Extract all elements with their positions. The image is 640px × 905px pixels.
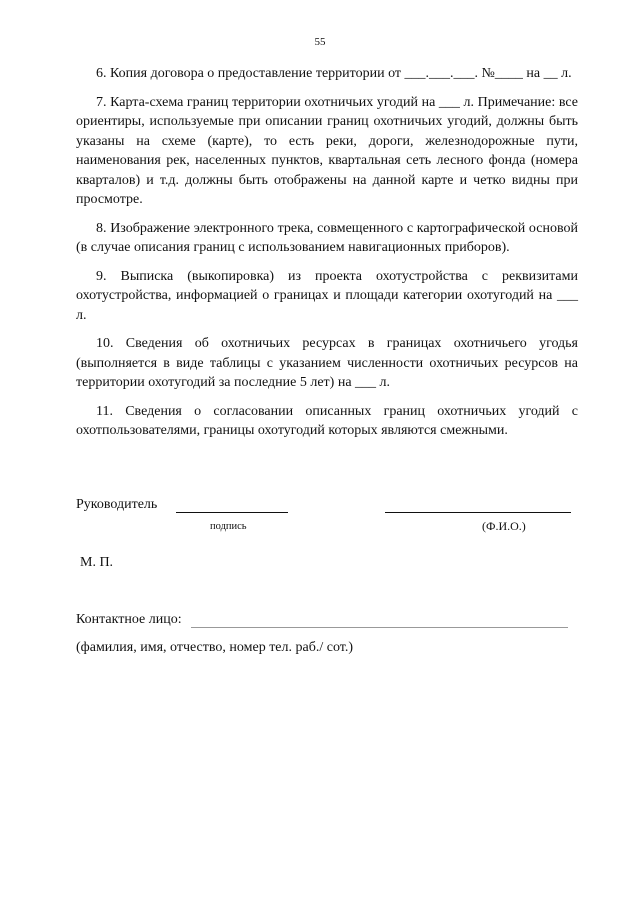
signature-line	[176, 512, 288, 513]
stamp-label: М. П.	[80, 555, 114, 570]
list-item-11: 11. Сведения о согласовании описанных границ охотничьих угодий с охотпользователями, границы охотугодий которых являются смежными.	[76, 403, 578, 438]
list-item-6: 6. Копия договора о предоставление территории от ___.___.___. №____ на __ л.	[96, 66, 572, 81]
page-number: 55	[314, 36, 326, 48]
name-line	[385, 512, 571, 513]
list-item-8: 8. Изображение электронного трека, совмещенного с картографической основой (в случае описания границ с использованием навигационных приборов).	[76, 220, 578, 255]
signature-caption: подпись	[210, 521, 247, 532]
list-item-7: 7. Карта-схема границ территории охотничьих угодий на ___ л. Примечание: все ориентиры, используемые при описании границ охотничьих угодий, должны быть указаны на схеме (карте), то есть реки, дороги, железнодорожные пути, наименования рек, населенных пунктов, квартальная сеть лесного фонда (номера кварталов) и т.д. должны быть отображены на данной карте и четко видны при просмотре.	[76, 94, 578, 207]
contact-line	[191, 627, 568, 628]
contact-label: Контактное лицо:	[76, 612, 182, 627]
document-body	[76, 64, 578, 450]
head-label: Руководитель	[76, 497, 158, 512]
list-item-9: 9. Выписка (выкопировка) из проекта охотустройства с реквизитами охотустройства, информацией о границах и площади категории охотугодий на ___ л.	[76, 268, 578, 323]
name-caption: (Ф.И.О.)	[482, 519, 526, 533]
list-item-10: 10. Сведения об охотничьих ресурсах в границах охотничьего угодья (выполняется в виде таблицы с указанием численности охотничьих ресурсов на территории охотугодий за последние 5 лет) на ___ л.	[76, 336, 578, 390]
contact-caption: (фамилия, имя, отчество, номер тел. раб./ сот.)	[76, 640, 353, 655]
